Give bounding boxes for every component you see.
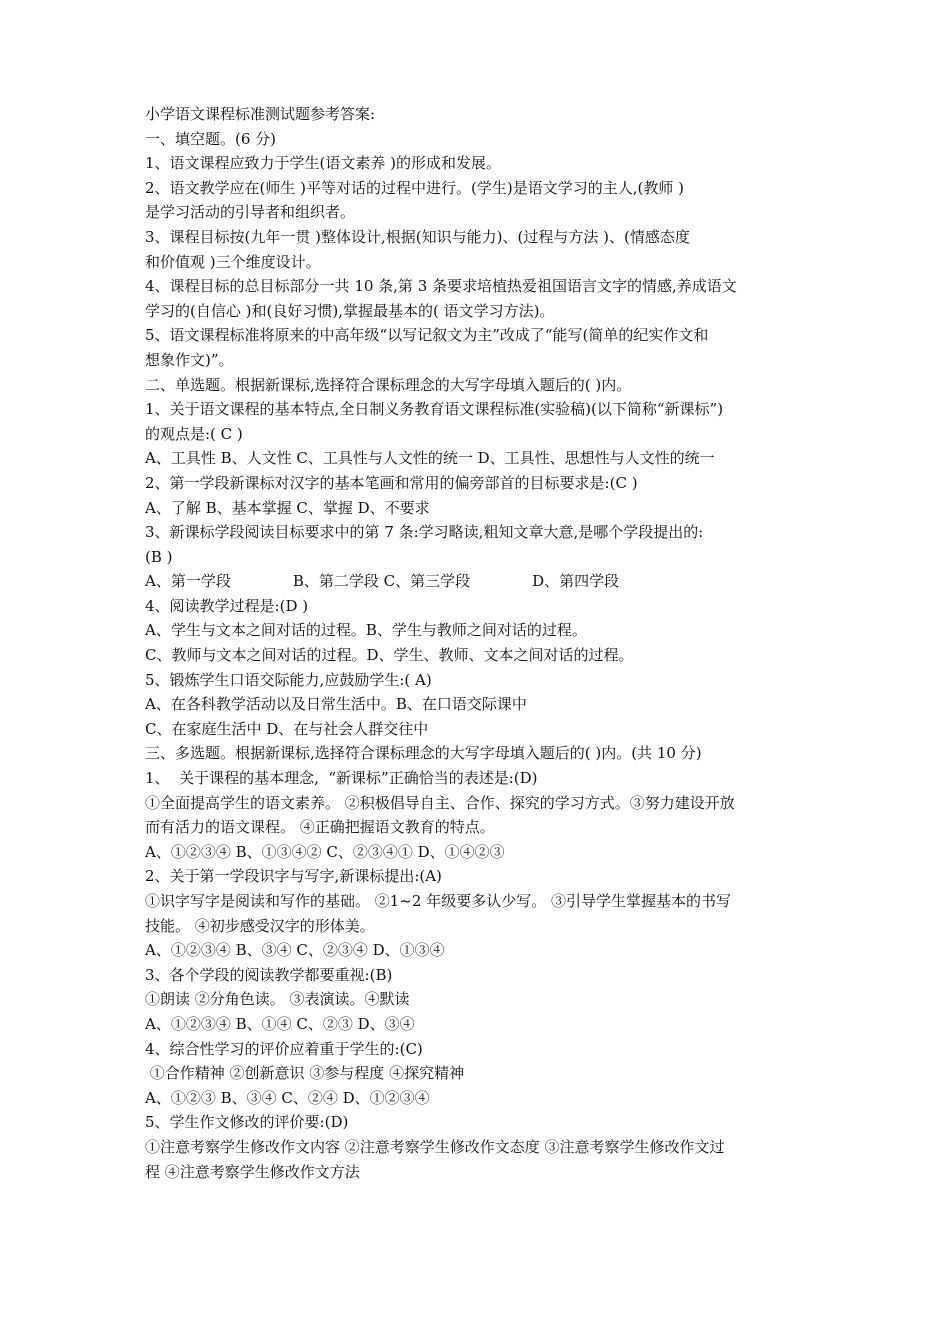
text-line: A、①②③ B、③④ C、②④ D、①②③④: [145, 1088, 430, 1107]
text-line: 技能。 ④初步感受汉字的形体美。: [145, 916, 375, 935]
text-line: A、了解 B、基本掌握 C、掌握 D、不要求: [145, 498, 430, 517]
text-line: 1、 关于课程的基本理念, “新课标”正确恰当的表述是:(D): [145, 769, 538, 788]
text-line: 的观点是:( C ): [145, 424, 243, 443]
text-line: 想象作文)”。: [145, 350, 234, 369]
text-line: 3、新课标学段阅读目标要求中的第 7 条:学习略读,粗知文章大意,是哪个学段提出的:: [145, 523, 704, 542]
text-line: 程 ④注意考察学生修改作文方法: [145, 1162, 360, 1181]
text-line: C、在家庭生活中 D、在与社会人群交往中: [145, 719, 429, 738]
text-line: 2、第一学段新课标对汉字的基本笔画和常用的偏旁部首的目标要求是:(C ): [145, 473, 638, 492]
text-line: 学习的(自信心 )和(良好习惯),掌握最基本的( 语文学习方法)。: [145, 301, 555, 320]
text-line: C、教师与文本之间对话的过程。D、学生、教师、文本之间对话的过程。: [145, 646, 634, 665]
text-line: (B ): [145, 547, 173, 566]
text-line: 4、综合性学习的评价应着重于学生的:(C): [145, 1039, 423, 1058]
text-line: A、①②③④ B、③④ C、②③④ D、①③④: [145, 941, 445, 960]
text-line: 5、学生作文修改的评价要:(D): [145, 1113, 349, 1132]
text-line: 3、课程目标按(九年一贯 )整体设计,根据(知识与能力)、(过程与方法 )、(情感态度: [145, 227, 690, 246]
text-line: 5、锻炼学生口语交际能力,应鼓励学生:( A): [145, 670, 432, 689]
text-line: A、①②③④ B、①④ C、②③ D、③④: [145, 1014, 415, 1033]
section-heading-single-choice: 二、单选题。根据新课标,选择符合课标理念的大写字母填入题后的( )内。: [145, 375, 632, 394]
text-line: 4、课程目标的总目标部分一共 10 条,第 3 条要求培植热爱祖国语言文字的情感,养成语文: [145, 277, 737, 296]
section-heading-multi-choice: 三、多选题。根据新课标,选择符合课标理念的大写字母填入题后的( )内。(共 10 分): [145, 744, 702, 763]
text-line: 2、关于第一学段识字与写字,新课标提出:(A): [145, 867, 442, 886]
text-line: 是学习活动的引导者和组织者。: [145, 203, 356, 222]
text-line: 1、语文课程应致力于学生(语文素养 )的形成和发展。: [145, 154, 502, 173]
doc-title: 小学语文课程标准测试题参考答案:: [145, 105, 376, 123]
text-line: 3、各个学段的阅读教学都要重视:(B): [145, 965, 393, 984]
text-line: A、学生与文本之间对话的过程。B、学生与教师之间对话的过程。: [145, 621, 587, 640]
section-heading-fill-in: 一、填空题。(6 分): [145, 129, 277, 148]
text-line: 和价值观 )三个维度设计。: [145, 252, 321, 271]
text-line: ①识字写字是阅读和写作的基础。 ②1~2 年级要多认少写。 ③引导学生掌握基本的书写: [145, 892, 731, 910]
text-line: A、第一学段 B、第二学段 C、第三学段 D、第四学段: [145, 572, 620, 591]
text-line: 而有活力的语文课程。 ④正确把握语文教育的特点。: [145, 818, 495, 837]
text-line: 5、语文课程标准将原来的中高年级“以写记叙文为主”改成了“能写(简单的纪实作文和: [145, 326, 709, 345]
text-line: A、工具性 B、人文性 C、工具性与人文性的统一 D、工具性、思想性与人文性的统一: [145, 449, 715, 468]
text-line: 1、关于语文课程的基本特点,全日制义务教育语文课程标准(实验稿)(以下简称“新课标”): [145, 400, 724, 419]
text-line: A、①②③④ B、①③④② C、②③④① D、①④②③: [145, 842, 505, 861]
text-line: ①朗读 ②分角色读。 ③表演读。④默读: [145, 990, 410, 1009]
text-line: 4、阅读教学过程是:(D ): [145, 596, 309, 615]
text-line: 2、语文教学应在(师生 )平等对话的过程中进行。(学生)是语文学习的主人,(教师 ): [145, 178, 684, 197]
text-line: A、在各科教学活动以及日常生活中。B、在口语交际课中: [145, 695, 527, 714]
text-line: ①合作精神 ②创新意识 ③参与程度 ④探究精神: [145, 1064, 465, 1083]
document-body: [145, 102, 817, 1184]
text-line: ①注意考察学生修改作文内容 ②注意考察学生修改作文态度 ③注意考察学生修改作文过: [145, 1137, 725, 1156]
text-line: ①全面提高学生的语文素养。 ②积极倡导自主、合作、探究的学习方式。③努力建设开放: [145, 793, 735, 812]
